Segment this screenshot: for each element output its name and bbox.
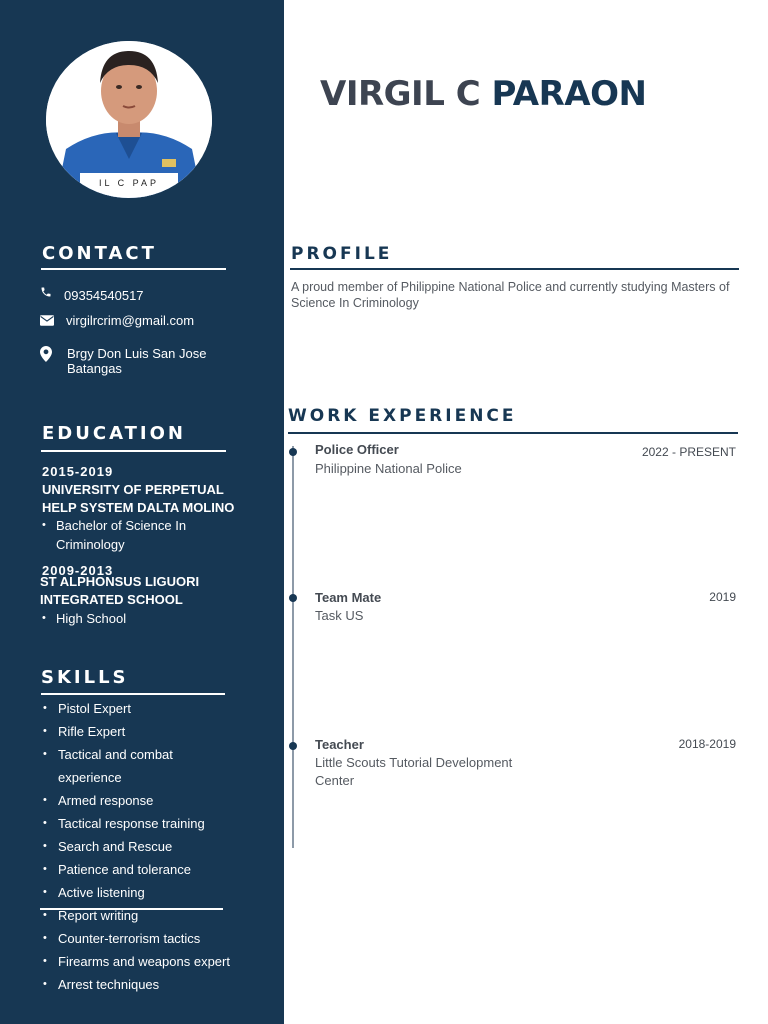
candidate-name: [320, 74, 646, 114]
education-school: UNIVERSITY OF PERPETUAL HELP SYSTEM DALTA MOLINO: [42, 482, 235, 515]
profile-heading: PROFILE: [291, 244, 393, 264]
name-first: VIRGIL C: [320, 74, 481, 114]
timeline-dot: [289, 594, 297, 602]
job-date: 2018-2019: [678, 737, 736, 751]
phone-icon: [40, 284, 64, 299]
skill-item: • Rifle Expert: [58, 720, 258, 743]
contact-heading: CONTACT: [42, 243, 157, 264]
skill-item: • Patience and tolerance: [58, 858, 258, 881]
job-title: Police Officer: [315, 442, 399, 457]
job-title: Team Mate: [315, 590, 382, 605]
education-heading: EDUCATION: [42, 423, 186, 444]
skill-item: • Pistol Expert: [58, 697, 258, 720]
education-degree: • Bachelor of Science In Criminology: [56, 516, 206, 554]
skill-item: • Report writing: [58, 904, 258, 927]
skill-item: • Search and Rescue: [58, 835, 258, 858]
job-organization: Philippine National Police: [315, 461, 462, 476]
skill-item: • Arrest techniques: [58, 973, 258, 996]
contact-email: [40, 313, 194, 328]
timeline-line: [292, 446, 294, 848]
contact-phone: [40, 284, 144, 303]
phone-number: 09354540517: [64, 288, 144, 303]
timeline-dot: [289, 448, 297, 456]
skill-item: • Firearms and weapons expert: [58, 950, 258, 973]
profile-divider: [290, 268, 739, 270]
job-organization: Little Scouts Tutorial Development Center: [315, 755, 513, 788]
email-address: virgilrcrim@gmail.com: [66, 313, 195, 328]
skills-divider: [41, 693, 225, 695]
education-divider: [41, 450, 226, 452]
skill-item: • Counter-terrorism tactics: [58, 927, 258, 950]
job-title: Teacher: [315, 737, 364, 752]
location-pin-icon: [40, 346, 64, 361]
photo-caption: IL C PAP: [98, 178, 160, 188]
skill-item: • Tactical response training: [58, 812, 258, 835]
skills-heading: SKILLS: [41, 667, 129, 688]
job-date: 2019: [709, 590, 736, 604]
profile-photo: [46, 41, 212, 198]
address-text: Brgy Don Luis San Jose Batangas: [67, 346, 207, 376]
profile-summary: A proud member of Philippine National Police and currently studying Masters of Science In Criminology: [291, 280, 730, 310]
work-divider: [288, 432, 738, 434]
sidebar: [0, 0, 284, 1024]
skill-item: • Armed response: [58, 789, 258, 812]
work-heading: WORK EXPERIENCE: [288, 406, 517, 426]
education-school: ST ALPHONSUS LIGUORI INTEGRATED SCHOOL: [40, 574, 200, 607]
education-years: 2015-2019: [42, 464, 114, 479]
education-degree: • High School: [56, 609, 206, 628]
job-organization: Task US: [315, 608, 364, 623]
skill-item: • Tactical and combat experience: [58, 743, 198, 789]
education-years: 2009-2013: [42, 563, 114, 578]
contact-divider: [41, 268, 226, 270]
job-date: 2022 - PRESENT: [641, 445, 736, 459]
skill-item: • Active listening: [58, 881, 258, 904]
timeline-dot: [289, 742, 297, 750]
contact-address: [40, 346, 206, 376]
mail-icon: [40, 313, 64, 328]
name-last: PARAON: [491, 74, 647, 114]
main-content: [284, 0, 768, 1024]
